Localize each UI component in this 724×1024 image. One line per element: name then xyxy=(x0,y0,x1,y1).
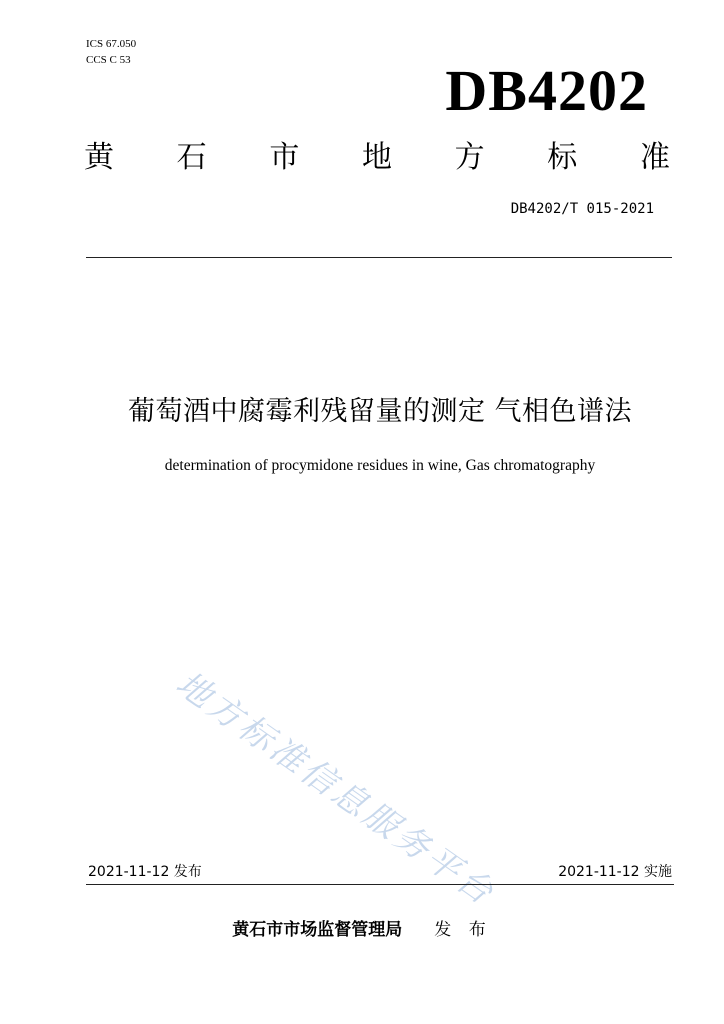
header-divider xyxy=(86,257,672,258)
issue-date: 2021-11-12 发布 xyxy=(88,864,202,880)
standard-type-char: 方 xyxy=(454,140,485,175)
standard-code-large: DB4202 xyxy=(445,58,648,123)
standard-type-heading xyxy=(84,138,670,178)
standard-type-char: 黄 xyxy=(84,140,114,175)
watermark: 地方标准信息服务平台 xyxy=(168,663,503,915)
document-title-zh: 葡萄酒中腐霉利残留量的测定 气相色谱法 xyxy=(127,396,633,427)
implementation-date: 2021-11-12 实施 xyxy=(558,864,672,880)
ics-code: ICS 67.050 xyxy=(86,38,137,50)
issuer-action: 发 布 xyxy=(434,920,492,940)
ccs-code: CCS C 53 xyxy=(86,54,131,66)
standard-number: DB4202/T 015-2021 xyxy=(510,201,654,217)
standard-type-char: 市 xyxy=(269,140,300,175)
footer-divider xyxy=(86,884,674,885)
standard-type-char: 准 xyxy=(639,140,670,175)
standard-type-char: 石 xyxy=(176,140,207,175)
standard-type-char: 标 xyxy=(547,140,578,175)
classification-block xyxy=(86,36,136,68)
issuer-line xyxy=(0,918,724,942)
standard-type-char: 地 xyxy=(361,140,392,175)
issuer-name: 黄石市市场监督管理局 xyxy=(232,920,403,940)
document-title-en: determination of procymidone residues in wine, Gas chromatography xyxy=(164,457,596,474)
